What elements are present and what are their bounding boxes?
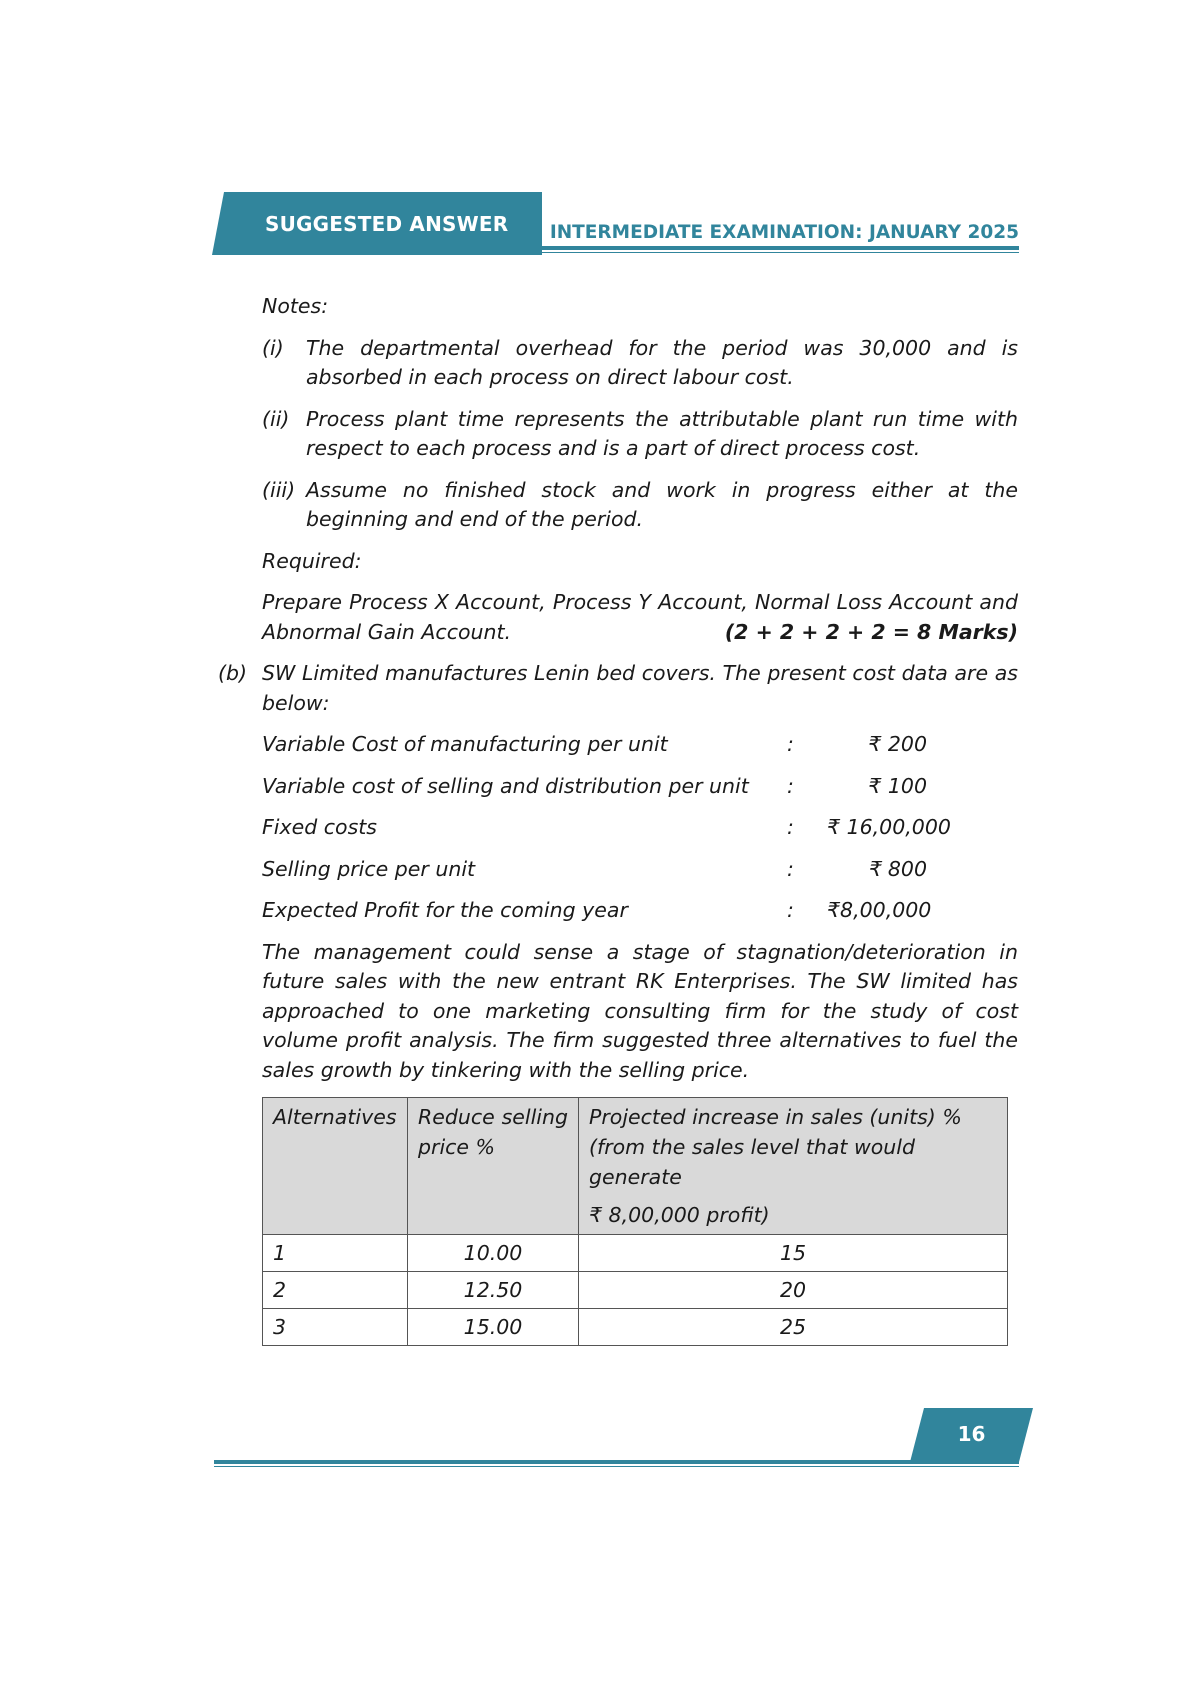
part-b-intro-text: SW Limited manufactures Lenin bed covers. The present cost data are as below:	[262, 661, 1018, 715]
cost-amount: 100	[887, 773, 927, 798]
cost-amount: 8,00,000	[840, 898, 932, 922]
marks-allocation: (2 + 2 + 2 + 2 = 8 Marks)	[724, 619, 1018, 644]
table-row	[263, 1235, 1008, 1272]
note-number: (iii)	[262, 477, 296, 502]
cost-amount: 200	[887, 732, 927, 756]
rupee-symbol: ₹	[868, 773, 882, 798]
cost-colon: :	[787, 898, 794, 922]
cell-alternative: 3	[263, 1309, 408, 1346]
col-header-selling-word: selling	[501, 1105, 568, 1129]
note-text: Assume no finished stock and work in progress either at the beginning and end of the period.	[306, 477, 1018, 531]
col-header-projected-increase	[579, 1098, 1008, 1235]
col-header-projected-text: Projected increase in sales (units) % (from the sales level that would generate	[589, 1105, 962, 1189]
cell-alternative: 1	[263, 1235, 408, 1272]
header-rule	[530, 246, 1019, 250]
page-content	[218, 292, 1018, 1346]
note-item	[262, 476, 1018, 535]
rupee-symbol: ₹	[868, 732, 882, 756]
cost-row	[262, 772, 1018, 802]
col-header-alternatives: Alternatives	[263, 1098, 408, 1235]
header-rule-thin	[530, 252, 1019, 253]
rupee-symbol: ₹	[869, 856, 883, 881]
cost-colon: :	[787, 732, 794, 756]
required-text: Prepare Process X Account, Process Y Account, Normal Loss Account and Abnormal Gain Account.	[262, 590, 1018, 644]
cost-row	[262, 896, 1018, 926]
cost-colon: :	[787, 773, 794, 798]
header-tab-label: SUGGESTED ANSWER	[265, 212, 509, 236]
part-label: (b)	[218, 661, 248, 685]
col-header-price-pct: price %	[418, 1135, 496, 1159]
cost-value	[827, 896, 932, 926]
scenario-paragraph: The management could sense a stage of stagnation/deterioration in future sales with the new entrant RK Enterprises. The SW limited has approached to one marketing consulting firm for the study of cost volume profit analysis. The firm suggested three alternatives to fuel the sales growth by tinkering with the selling price.	[262, 939, 1018, 1082]
alternatives-table	[262, 1097, 1008, 1346]
cost-label: Fixed costs	[262, 815, 377, 839]
note-text: The departmental overhead for the period was 30,000 and is absorbed in each process on direct labour cost.	[306, 335, 1018, 389]
cost-label: Variable cost of selling and distribution per unit	[262, 773, 749, 798]
cost-row	[262, 813, 1018, 843]
note-number: (i)	[262, 335, 284, 360]
cost-label: Variable Cost of manufacturing per unit	[262, 732, 668, 756]
cost-colon: :	[787, 815, 794, 839]
page-number: 16	[957, 1422, 986, 1446]
note-item	[262, 334, 1018, 393]
cell-reduce: 12.50	[408, 1272, 579, 1309]
cell-increase: 15	[579, 1235, 1008, 1272]
cost-value	[827, 730, 927, 760]
required-heading: Required:	[262, 548, 362, 573]
required-block	[262, 588, 1018, 647]
cell-reduce: 10.00	[408, 1235, 579, 1272]
rupee-symbol: ₹	[827, 815, 841, 839]
col-header-reduce-price	[408, 1098, 579, 1235]
col-header-profit-text: ₹ 8,00,000 profit)	[589, 1203, 770, 1227]
cost-label: Expected Profit for the coming year	[262, 898, 628, 922]
table-row	[263, 1309, 1008, 1346]
cost-row	[262, 730, 1018, 760]
cost-row	[262, 855, 1018, 885]
table-header-row	[263, 1098, 1008, 1235]
cost-amount: 16,00,000	[846, 815, 951, 839]
exam-title: INTERMEDIATE EXAMINATION: JANUARY 2025	[549, 222, 1019, 243]
cell-reduce: 15.00	[408, 1309, 579, 1346]
cost-label: Selling price per unit	[262, 856, 476, 881]
notes-heading: Notes:	[262, 294, 329, 318]
cost-colon: :	[787, 856, 794, 881]
cell-increase: 25	[579, 1309, 1008, 1346]
cost-value	[827, 772, 927, 802]
cell-alternative: 2	[263, 1272, 408, 1309]
cost-amount: 800	[887, 856, 927, 881]
part-b-intro	[218, 659, 1018, 718]
cost-value	[827, 855, 927, 885]
table-row	[263, 1272, 1008, 1309]
note-number: (ii)	[262, 406, 290, 431]
rupee-symbol: ₹	[827, 898, 841, 922]
cost-value	[827, 813, 951, 843]
note-text: Process plant time represents the attributable plant run time with respect to each process and is a part of direct process cost.	[306, 406, 1018, 460]
col-header-reduce-word: Reduce	[418, 1105, 495, 1129]
cell-increase: 20	[579, 1272, 1008, 1309]
footer-rule	[214, 1460, 1019, 1464]
note-item	[262, 405, 1018, 464]
footer-rule-thin	[214, 1466, 1019, 1467]
